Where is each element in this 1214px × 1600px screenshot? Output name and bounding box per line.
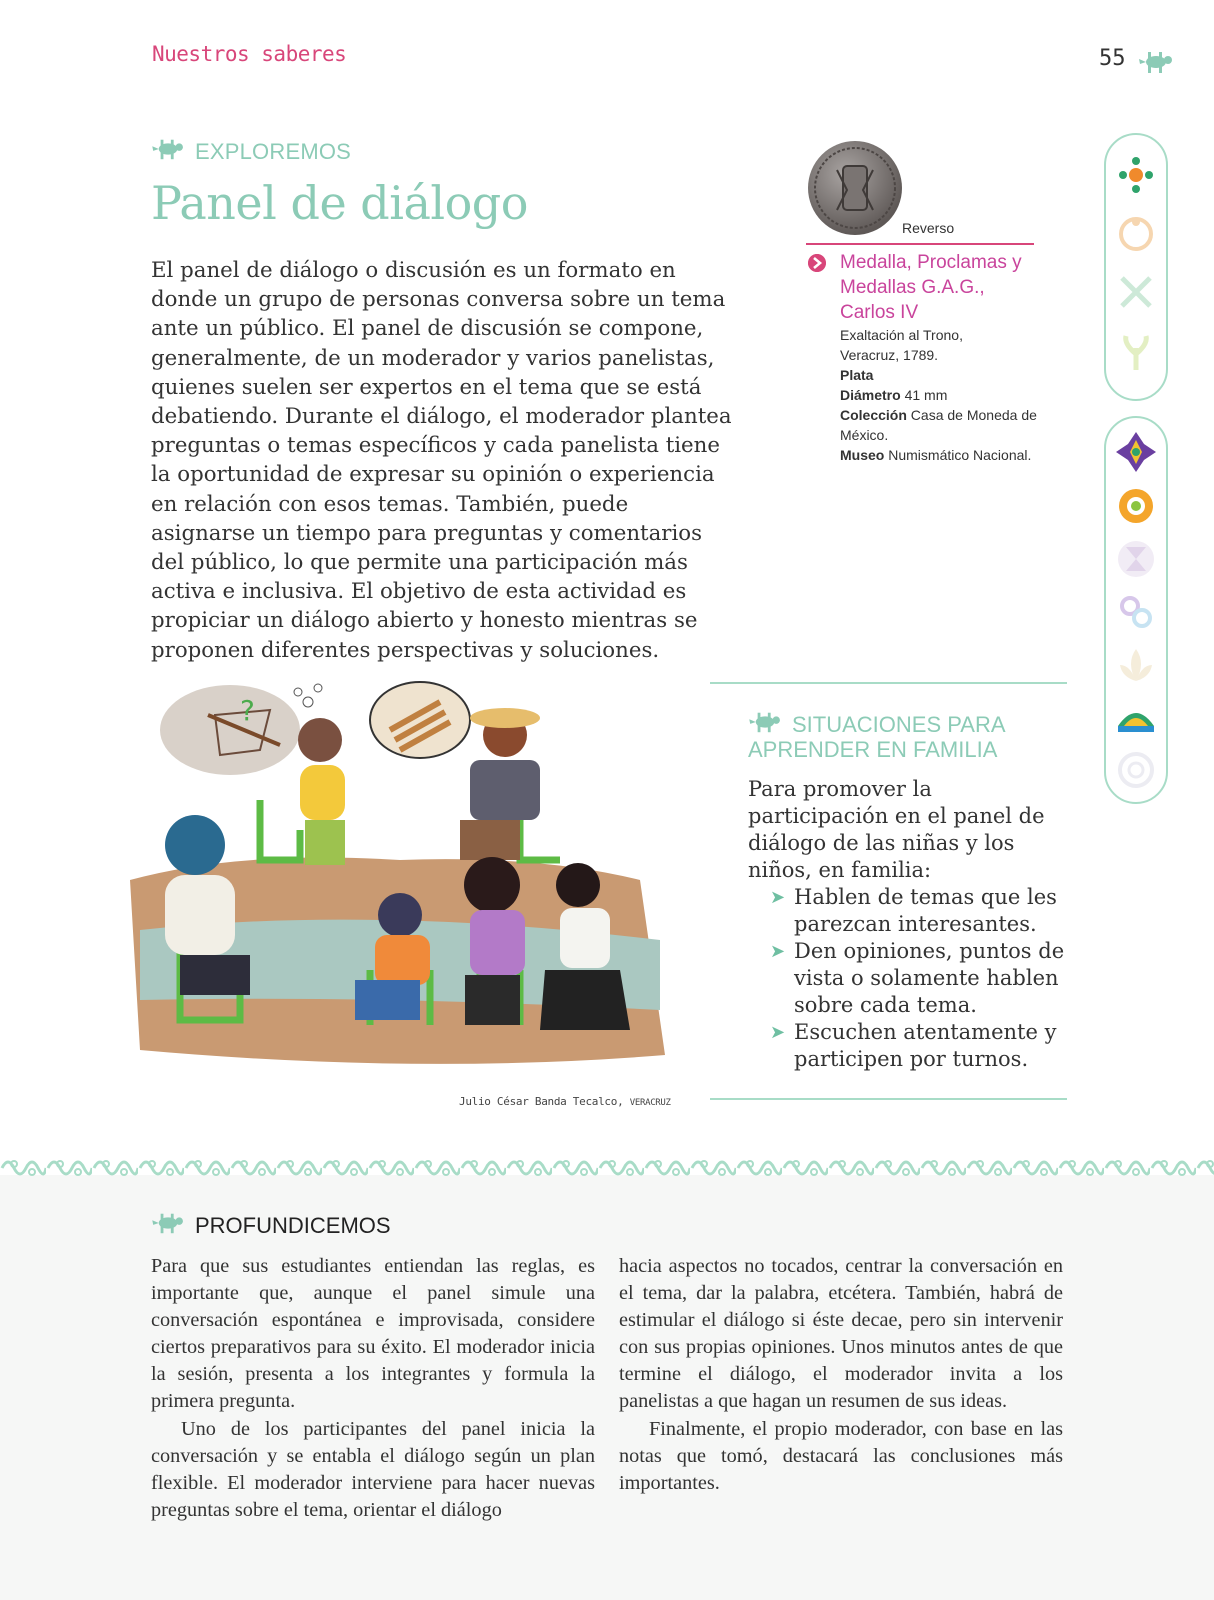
page-number: 55 xyxy=(1099,46,1126,71)
landscape-icon xyxy=(1114,696,1158,740)
star-diamond-icon xyxy=(1114,430,1158,474)
medal-diameter: Diámetro 41 mm xyxy=(840,387,948,403)
list-item: ➤ Den opiniones, puntos de vista o solamente hablen sobre cada tema. xyxy=(770,939,1065,1017)
family-kicker-line: SITUACIONES PARA xyxy=(792,712,1006,737)
chevron-right-icon: ➤ xyxy=(770,887,786,908)
explore-kicker: EXPLOREMOS xyxy=(195,139,352,164)
intro-paragraph: El panel de diálogo o discusión es un formato en donde un grupo de personas conversa sobre un tema ante un público. El panel de discusión se compone, generalmente, de un moderador y varios panelistas, quienes suelen ser expertos en el tema que se está debatiendo. Durante el diálogo, el moderador plantea preguntas o temas específicos y cada panelista tiene la oportunidad de expresar su opinión o experiencia en relación con esos temas. También, puede asignarse un tiempo para preguntas y comentarios del público, lo que permite una participación más activa e inclusiva. El objetivo de esta actividad es propiciar un diálogo abierto y honesto mientras se proponen diferentes perspectivas y soluciones. xyxy=(151,258,732,663)
svg-text:?: ? xyxy=(240,694,255,727)
campos-flower-icon xyxy=(1114,153,1158,197)
plant-person-icon xyxy=(1114,330,1158,374)
medal-line: Exaltación al Trono, xyxy=(840,327,963,343)
illustration-credit: Julio César Banda Tecalco, VERACRUZ xyxy=(459,1095,671,1108)
lizard-icon xyxy=(150,1210,188,1236)
family-intro: Para promover la participación en el panel de diálogo de las niñas y los niños, en familia: xyxy=(748,777,1045,882)
medal-line: Veracruz, 1789. xyxy=(840,347,939,363)
deepen-kicker: PROFUNDICEMOS xyxy=(195,1213,391,1238)
medal-caption: Reverso xyxy=(902,220,955,236)
page-title: Panel de diálogo xyxy=(151,176,528,230)
divider xyxy=(710,682,1067,684)
medal-details xyxy=(840,325,1050,465)
medal-material: Plata xyxy=(840,367,874,383)
people-circle-icon xyxy=(1114,212,1158,256)
medal-image xyxy=(807,140,903,236)
medal-title: Medalla, Proclamas y Medallas G.A.G., Carlos IV xyxy=(840,252,1022,323)
paragraph: hacia aspectos no tocados, centrar la conversación en el tema, dar la palabra, etcétera. También, habrá de estimular el diálogo si éste decae, pero sin intervenir con sus propias opiniones. Unos minutos antes de que termine el diálogo, el moderador invita a los panelistas a que hagan un resumen de sus ideas. xyxy=(619,1255,1063,1413)
deepen-column-right xyxy=(619,1253,1063,1497)
paragraph: Para que sus estudiantes entiendan las reglas, es importante que, aunque el panel simule una conversación espontánea e improvisada, considere ciertos preparativos para su éxito. El moderador inicia la sesión, presenta a los integrantes y formula la primera pregunta. xyxy=(151,1255,595,1413)
target-icon xyxy=(1114,484,1158,528)
medal-collection: Colección Casa de Moneda de México. xyxy=(840,407,1037,443)
hourglass-icon xyxy=(1114,537,1158,581)
chevron-right-icon: ➤ xyxy=(770,941,786,962)
lotus-icon xyxy=(1114,643,1158,687)
list-item: ➤ Hablen de temas que les parezcan interesantes. xyxy=(770,885,1057,936)
spiral-icon xyxy=(1114,748,1158,792)
ornament-band xyxy=(0,1150,1214,1184)
figures-icon xyxy=(1114,270,1158,314)
paragraph: Uno de los participantes del panel inicia la conversación y se entabla el diálogo según un plan flexible. El moderador interviene para hacer nuevas preguntas sobre el tema, orientar el diálogo xyxy=(151,1417,595,1521)
links-icon xyxy=(1114,590,1158,634)
chevron-right-icon: ➤ xyxy=(770,1022,786,1043)
lizard-icon xyxy=(1138,48,1176,76)
lizard-icon xyxy=(150,136,188,162)
divider xyxy=(806,243,1034,245)
list-item: ➤ Escuchen atentamente y participen por turnos. xyxy=(770,1020,1057,1071)
medal-museum: Museo Numismático Nacional. xyxy=(840,447,1032,463)
divider xyxy=(710,1098,1067,1100)
family-kicker xyxy=(748,712,1048,762)
deepen-column-left xyxy=(151,1253,595,1524)
family-list xyxy=(770,884,1070,1073)
section-header: Nuestros saberes xyxy=(152,42,347,66)
panel-discussion-illustration xyxy=(120,680,680,1085)
paragraph: Finalmente, el propio moderador, con base en las notas que tomó, destacará las conclusiones más importantes. xyxy=(619,1417,1063,1494)
family-kicker-line: APRENDER EN FAMILIA xyxy=(748,737,998,762)
chevron-right-icon xyxy=(808,254,826,272)
